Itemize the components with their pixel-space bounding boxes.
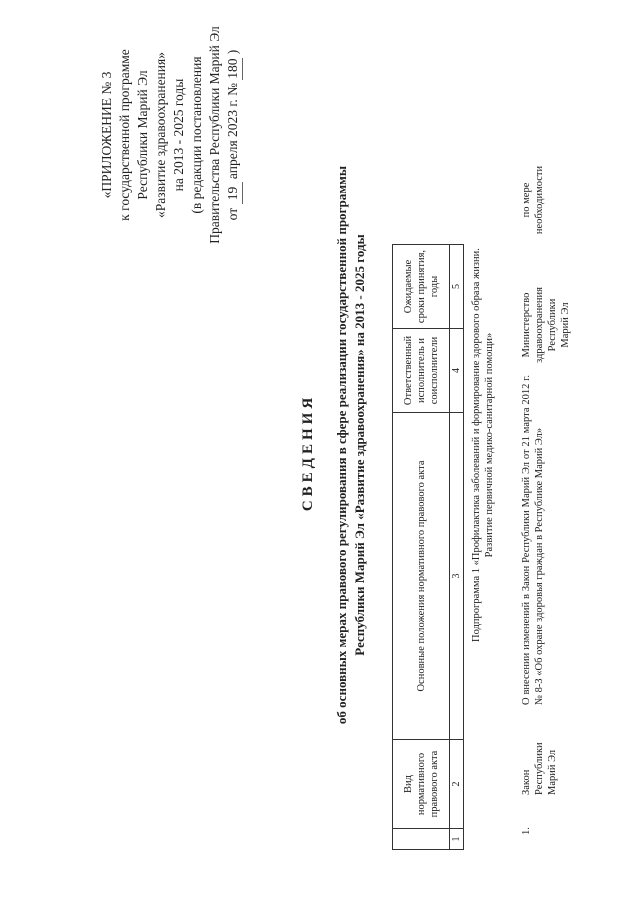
row-act-type: Закон Республики Марий Эл [521,742,558,795]
column-number-cell: 4 [450,329,464,413]
column-number-cell: 3 [450,413,464,740]
header-cell-terms: Ожидаемые сроки принятия, годы [393,245,450,329]
column-number-cell: 5 [450,245,464,329]
date-number: 180 [224,58,243,80]
column-number-cell: 2 [450,740,464,829]
date-suffix: ) [225,49,240,55]
row-executor: Министерство здравоохранения Республики Марий Эл [521,287,571,363]
annex-line: на 2013 - 2025 годы [171,78,186,192]
document-title: СВЕДЕНИЯ [300,393,316,512]
annex-date-line [224,15,243,255]
annex-line: «ПРИЛОЖЕНИЕ № 3 [99,71,114,199]
measures-table [392,244,464,850]
date-day: 19 [224,182,243,204]
table-header-row [393,245,450,850]
subprogram-line: Подпрограмма 1 «Профилактика заболеваний и формирование здорового образа жизни. [471,248,482,642]
row-number: 1. [521,827,532,835]
subtitle-line: об основных мерах правового регулирования в сфере реализации государственной программы [334,165,349,725]
table-row [520,0,600,905]
subprogram-heading [470,155,496,735]
document-subtitle [333,105,369,785]
subprogram-line: Развитие первичной медико-санитарной помощи» [484,332,495,558]
header-cell-type: Вид нормативного правового акта [393,740,450,829]
date-middle: апреля 2023 г. № [225,82,240,180]
annex-line: Республики Марий Эл [135,70,150,200]
annex-line: (в редакции постановления [189,56,204,214]
annex-line: Правительства Республики Марий Эл [207,26,222,244]
subtitle-line: Республики Марий Эл «Развитие здравоохранения» на 2013 - 2025 годы [352,234,367,656]
row-provisions: О внесении изменений в Закон Республики Марий Эл от 21 марта 2012 г. № 8-З «Об охране здоровья граждан в Республике Марий Эл» [521,375,545,705]
header-cell-executor: Ответственный исполнитель и соисполнители [393,329,450,413]
header-cell-provisions: Основные положения нормативного правового акта [393,413,450,740]
column-number-cell: 1 [450,829,464,850]
annex-line: к государственной программе [117,49,132,221]
row-terms: по мере необходимости [521,165,545,235]
header-cell-number [393,829,450,850]
table-number-row [450,245,464,850]
date-prefix: от [225,207,240,221]
annex-line: «Развитие здравоохранения» [153,52,168,218]
annex-header [98,15,243,255]
